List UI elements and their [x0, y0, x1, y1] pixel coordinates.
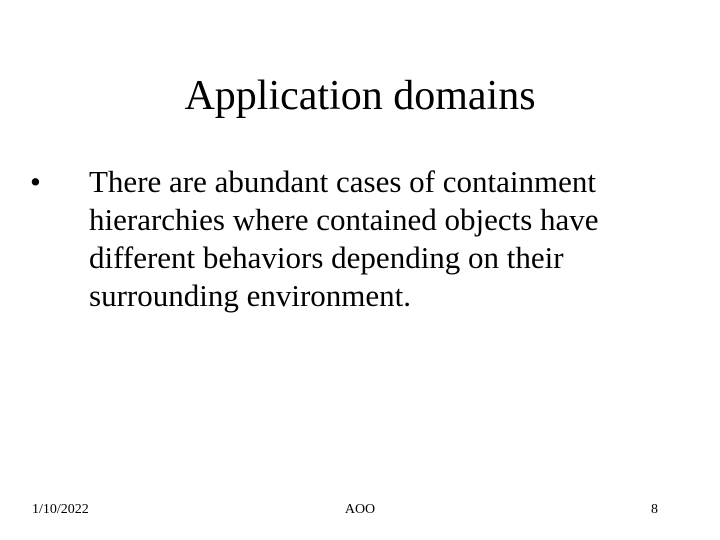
bullet-text-line: surrounding environment. [89, 278, 412, 313]
bullet-list [30, 163, 670, 315]
bullet-text-line: hierarchies where contained objects have [89, 202, 599, 237]
slide-title: Application domains [184, 73, 536, 119]
bullet-text-line: There are abundant cases of containment [89, 164, 596, 199]
bullet-icon: • [30, 164, 41, 199]
bullet-text-line: different behaviors depending on their [89, 240, 564, 275]
footer-date: 1/10/2022 [32, 502, 89, 517]
bullet-item [30, 163, 670, 315]
page-number: 8 [651, 502, 658, 517]
footer-label: AOO [344, 502, 376, 517]
